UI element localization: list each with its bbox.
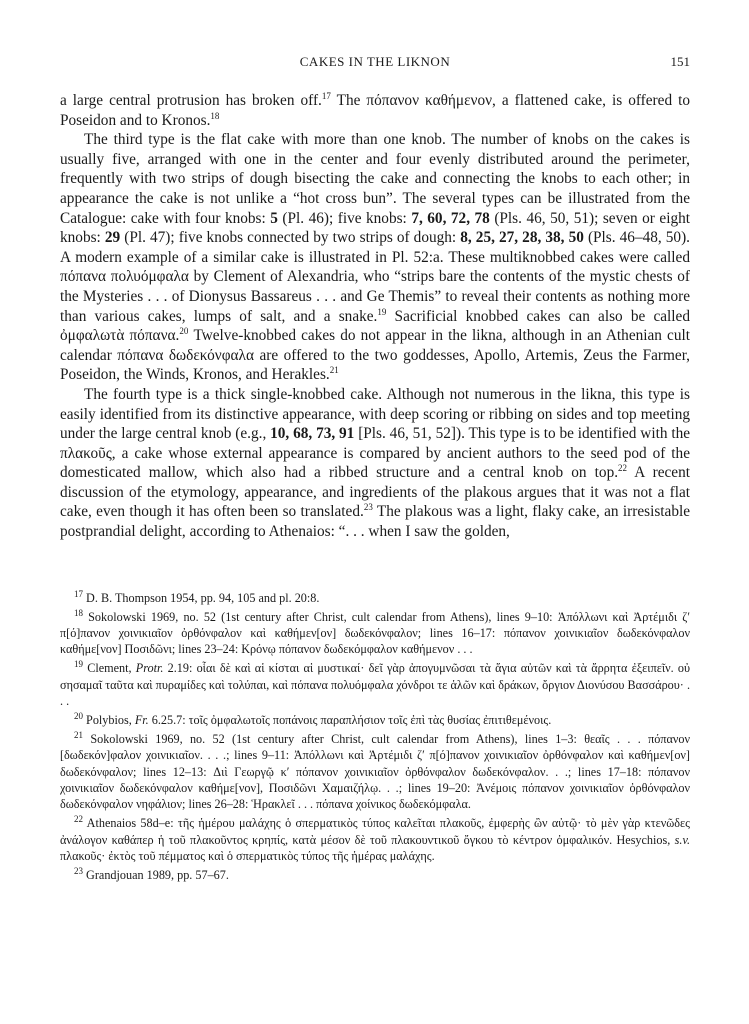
text-run: Twelve-knobbed cakes do not appear in the likna, although in an Athenian cult calendar πόπανα δωδεκόνφαλα are offered to the two goddesses, Apollo, Artemis, Zeus the Farmer, Poseidon, the Winds, Kronos, and Herakles. <box>60 327 690 384</box>
footnote-number: 21 <box>74 730 83 741</box>
text-run: Sokolowski 1969, no. 52 (1st century after Christ, cult calendar from Athens), lines 9–10: Ἀπόλλωνι καὶ Ἀρτέμιδι ζʹ π[ό]πανον χοινικιαῖον ὀρθόνφαλον καὶ καθήμεν[ον] δωδεκόνφαλον; lines 16–17: πόπανον χοινικιαῖον δωδεκόνφαλον καθήμε[νον] Ποσιδῶνι; lines 23–24: Κρόνῳ πόπανον δωδεκόμφαλον καθήμενον . . . <box>60 609 690 657</box>
text-run: D. B. Thompson 1954, pp. 94, 105 and pl. 20:8. <box>86 590 320 605</box>
text-run: The third type is the flat cake with more than one knob. The number of knobs on the cakes is usually five, arranged with one in the center and four evenly distributed around the perimeter, frequently with two strips of dough bisecting the cake and connecting the knobs to each other; in appearance the cake is not unlike a “hot cross bun”. The several types can be illustrated from the Catalogue: cake with four knobs: <box>60 131 690 227</box>
catalogue-number: 5 <box>270 209 278 227</box>
footnote-ref: 23 <box>363 502 373 513</box>
catalogue-number: 8, 25, 27, 28, 38, 50 <box>460 229 584 247</box>
text-run: The πόπανον καθήμενον, a flattened cake, is offered to Poseidon and to Kronos. <box>60 92 690 129</box>
body-text <box>60 91 690 542</box>
footnote-number: 22 <box>74 814 83 825</box>
footnote <box>60 731 690 812</box>
footnote-number: 20 <box>74 711 83 722</box>
text-run: (Pls. 46, 50, 51); seven or eight knobs: <box>60 209 690 247</box>
footnote-number: 18 <box>74 607 83 618</box>
paragraph <box>60 91 690 130</box>
text-run: 2.19: οἷαι δὲ καὶ αἱ κίσται αἱ μυστικαί· δεῖ γὰρ ἀπογυμνῶσαι τὰ ἅγια αὐτῶν καὶ τὰ ἄρρητα ἐξειπεῖν. οὐ σησαμαῖ ταῦτα καὶ πυραμίδες καὶ τολύπαι, καὶ πόπανα πολυόμφαλα χόνδροι τε ἁλῶν καὶ δράκων, ὄργιον Διονύσου Βασσάρου· . . . <box>60 661 691 708</box>
footnote <box>60 712 690 728</box>
footnote-ref: 17 <box>321 90 331 101</box>
footnote <box>60 815 690 864</box>
footnotes <box>60 590 690 883</box>
running-title: CAKES IN THE LIKNON <box>299 54 451 69</box>
footnote <box>60 609 690 658</box>
italic-text: Protr. <box>135 661 164 676</box>
text-run: Sacrificial knobbed cakes can also be called ὀμφαλωτὰ πόπανα. <box>60 307 690 345</box>
text-run: Athenaios 58d–e: τῆς ἡμέρου μαλάχης ὁ σπερματικὸς τύπος καλεῖται πλακοῦς, ἐμφερὴς ὢν αὐτῷ· τὸ μὲν γὰρ κτενῶδες ἀνάλογον καθάπερ ἡ τοῦ πλακοῦντος κρηπίς, κατὰ μέσον δὲ τοῦ πλακουντικοῦ ὄγκου τὸ κέντρον ὀμφαλικόν. Hesychios, <box>60 816 690 847</box>
paragraph <box>60 130 690 385</box>
text-run: The fourth type is a thick single-knobbed cake. Although not numerous in the likna, this type is easily identified from its distinctive appearance, with deep scoring or ribbing on sides and top meeting under the large central knob (e.g., <box>60 385 690 443</box>
footnote-ref: 20 <box>179 326 189 337</box>
running-header <box>60 54 690 76</box>
text-run: 6.25.7: τοῖς ὀμφαλωτοῖς ποπάνοις παραπλήσιον τοῖς ἐπὶ τὰς θυσίας ἐπιτιθεμένοις. <box>148 713 552 728</box>
footnote-ref: 19 <box>377 306 387 317</box>
text-run: Polybios, <box>86 713 135 728</box>
footnote <box>60 590 690 606</box>
page-number: 151 <box>670 54 690 69</box>
catalogue-number: 29 <box>104 229 121 247</box>
text-run: Clement, <box>87 661 136 676</box>
page <box>60 54 690 886</box>
italic-text: Fr. <box>134 713 149 728</box>
footnote-ref: 22 <box>618 463 628 474</box>
text-run: The plakous was a light, flaky cake, an irresistable postprandial delight, according to Athenaios: “. . . when I saw the golden, <box>60 503 691 541</box>
text-run: [Pls. 46, 51, 52]). This type is to be identified with the πλακοῦς, a cake whose external appearance is compared by ancient authors to the seed pod of the domesticated mallow, which also had a ribbed structure and a central knob on top. <box>60 425 691 482</box>
paragraph <box>60 385 690 542</box>
text-run: πλακοῦς· ἐκτὸς τοῦ πέμματος καὶ ὁ σπερματικὸς τύπος τῆς ἡμέρας μαλάχης. <box>60 848 435 863</box>
footnote-number: 19 <box>74 659 83 670</box>
catalogue-number: 7, 60, 72, 78 <box>411 209 490 227</box>
footnote-number: 23 <box>74 865 83 876</box>
text-run: a large central protrusion has broken off. <box>60 92 322 109</box>
text-run: A recent discussion of the etymology, appearance, and ingredients of the plakous argues that it was not a flat cake, even though it has often been so translated. <box>60 464 690 521</box>
catalogue-number: 10, 68, 73, 91 <box>270 425 355 443</box>
footnote-number: 17 <box>74 588 83 599</box>
footnote-ref: 18 <box>210 110 220 121</box>
italic-text: s.v. <box>674 832 690 847</box>
text-run: (Pls. 46–48, 50). A modern example of a similar cake is illustrated in Pl. 52:a. These multiknobbed cakes were called πόπανα πολυόμφαλα by Clement of Alexandria, who “strips bare the contents of the mystic chests of the Mysteries . . . of Dionysus Bassareus . . . and Ge Themis” to reveal their contents as nothing more than various cakes, lumps of salt, and a snake. <box>60 229 691 325</box>
text-run: Sokolowski 1969, no. 52 (1st century after Christ, cult calendar from Athens), lines 1–3: θεαῖς . . . πόπανον [δωδεκόν]φαλον χοινικιαῖον. . . .; lines 9–11: Ἀπόλλωνι καὶ Ἀρτέμιδι ζʹ π[ό]πανον χοινικιαῖον ὀρθόνφαλον καὶ καθήμεν[ον] δωδεκόνφαλον; lines 12–13: Διὶ Γεωργῷ κʹ πόπανον χοινικιαῖον ὀρθόνφαλον δωδεκόνφαλον. . .; lines 17–18: πόπανον χοινικιαῖον δωδεκόνφαλον καθήμε[νον], Ποσιδῶνι Χαμαιζήλῳ. . .; lines 19–20: Ἀνέμοις πόπανον χοινικιαῖον ὀρθόνφαλον δωδεκόνφαλον νηφάλιον; lines 26–28: Ἡρακλεῖ . . . πόπανα χοίνικος δωδεκόμφαλα. <box>60 732 690 812</box>
footnote <box>60 660 690 709</box>
footnote-ref: 21 <box>329 365 339 376</box>
text-run: Grandjouan 1989, pp. 57–67. <box>86 867 229 882</box>
text-run: (Pl. 46); five knobs: <box>277 209 412 227</box>
text-run: (Pl. 47); five knobs connected by two strips of dough: <box>120 229 461 247</box>
footnote <box>60 867 690 883</box>
